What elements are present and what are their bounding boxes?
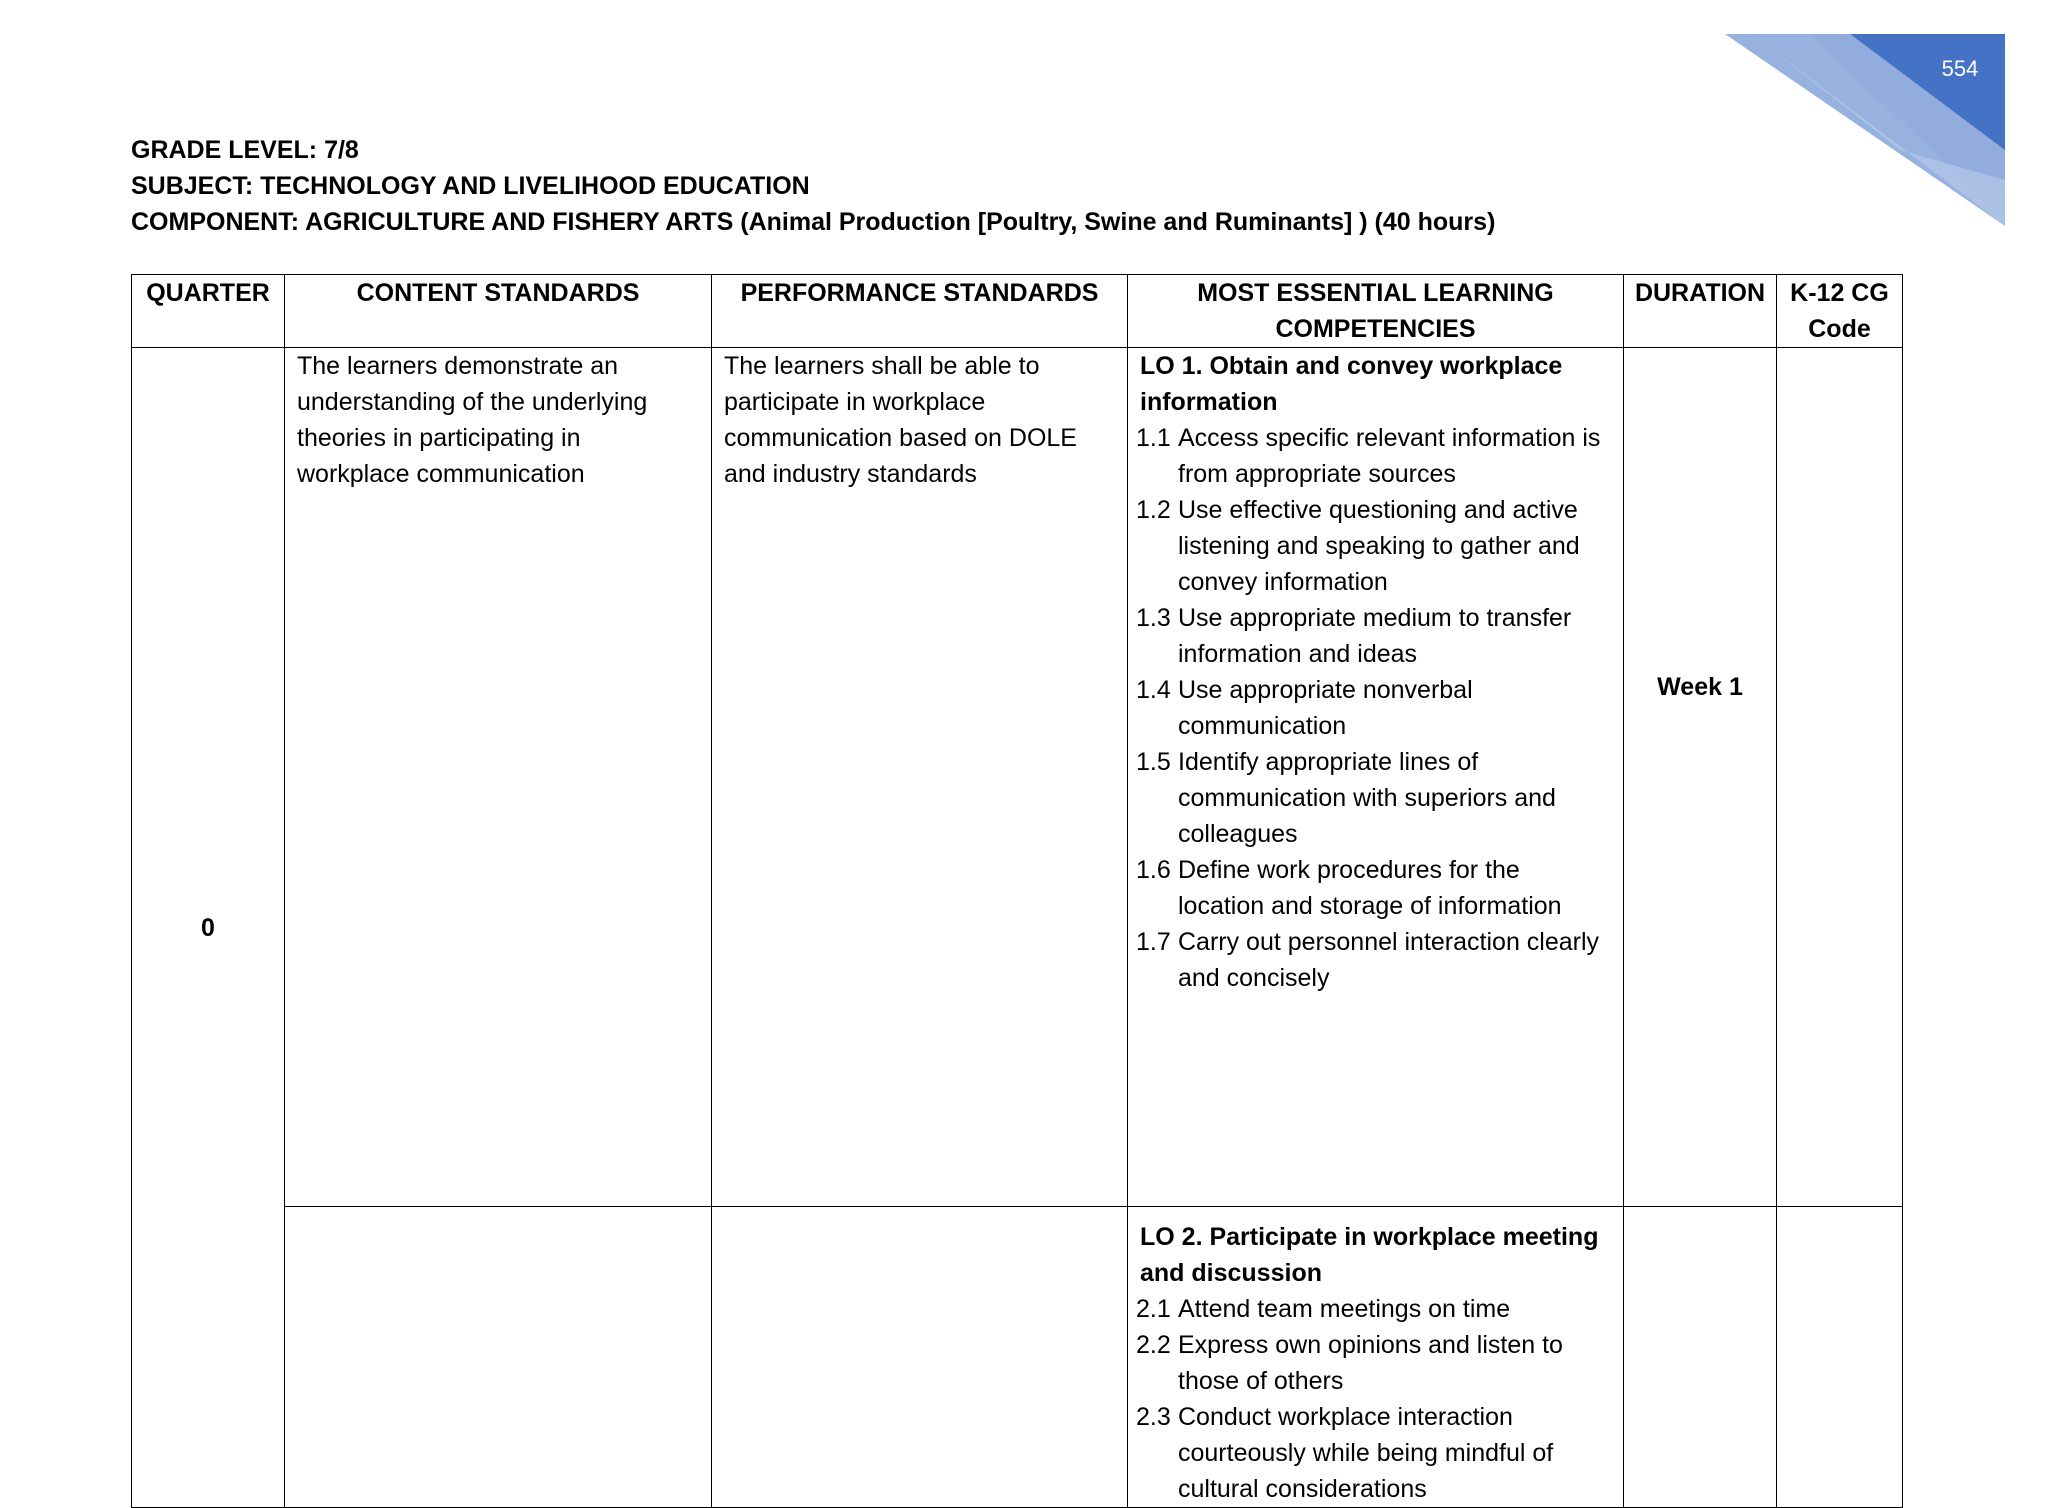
component: COMPONENT: AGRICULTURE AND FISHERY ARTS (Animal Production [Poultry, Swine and Ruminants] ) (40 hours) (131, 208, 1496, 236)
competency-number: 1.7 (1136, 928, 1171, 956)
competency-number: 2.1 (1136, 1295, 1171, 1323)
competency-item (1136, 420, 1611, 492)
competency-number: 1.3 (1136, 604, 1171, 632)
header-duration: DURATION (1624, 275, 1777, 348)
competencies-cell (1128, 1207, 1624, 1508)
competency-number: 1.1 (1136, 424, 1171, 452)
subject: SUBJECT: TECHNOLOGY AND LIVELIHOOD EDUCATION (131, 172, 810, 200)
code-value (1777, 348, 1903, 1207)
competency-text: Use appropriate nonverbal communication (1178, 676, 1473, 740)
lo-title: LO 2. Participate in workplace meeting and discussion (1140, 1223, 1599, 1287)
competency-list (1136, 1291, 1611, 1507)
performance-standard (712, 1207, 1128, 1508)
competency-text: Express own opinions and listen to those of others (1178, 1331, 1563, 1395)
table-header-row (132, 275, 1903, 348)
content-standard (285, 1207, 712, 1508)
table-row (132, 348, 1903, 1207)
grade-level: GRADE LEVEL: 7/8 (131, 136, 359, 164)
competency-number: 1.6 (1136, 856, 1171, 884)
competency-item (1136, 1291, 1611, 1327)
competency-item (1136, 492, 1611, 600)
document-header (131, 132, 1891, 240)
table-row (132, 1207, 1903, 1508)
quarter-value: 0 (132, 348, 285, 1508)
competency-list (1136, 420, 1611, 996)
competency-item (1136, 672, 1611, 744)
competency-text: Identify appropriate lines of communication with superiors and colleagues (1178, 748, 1556, 848)
competency-item (1136, 744, 1611, 852)
lo-title: LO 1. Obtain and convey workplace information (1140, 352, 1563, 416)
competency-number: 1.2 (1136, 496, 1171, 524)
competency-item (1136, 1399, 1611, 1507)
header-competencies: MOST ESSENTIAL LEARNING COMPETENCIES (1128, 275, 1624, 348)
competency-item (1136, 924, 1611, 996)
competencies-cell (1128, 348, 1624, 1207)
competency-text: Carry out personnel interaction clearly and concisely (1178, 928, 1600, 992)
duration-value (1624, 1207, 1777, 1508)
header-performance-standards: PERFORMANCE STANDARDS (712, 275, 1128, 348)
header-quarter: QUARTER (132, 275, 285, 348)
competency-text: Use appropriate medium to transfer information and ideas (1178, 604, 1572, 668)
competency-number: 1.4 (1136, 676, 1171, 704)
content-standard: The learners demonstrate an understanding of the underlying theories in participating in workplace communication (285, 348, 712, 1207)
duration-value: Week 1 (1624, 348, 1777, 1207)
header-content-standards: CONTENT STANDARDS (285, 275, 712, 348)
competency-text: Access specific relevant information is from appropriate sources (1178, 424, 1601, 488)
performance-standard: The learners shall be able to participate in workplace communication based on DOLE and industry standards (712, 348, 1128, 1207)
page-number: 554 (1941, 56, 1979, 81)
competency-text: Conduct workplace interaction courteously while being mindful of cultural considerations (1178, 1403, 1554, 1503)
competency-number: 2.2 (1136, 1331, 1171, 1359)
competency-item (1136, 600, 1611, 672)
competency-number: 1.5 (1136, 748, 1171, 776)
competency-item (1136, 1327, 1611, 1399)
competency-item (1136, 852, 1611, 924)
curriculum-table (131, 274, 1903, 1508)
code-value (1777, 1207, 1903, 1508)
header-code: K-12 CG Code (1777, 275, 1903, 348)
competency-text: Use effective questioning and active listening and speaking to gather and convey information (1178, 496, 1580, 596)
competency-number: 2.3 (1136, 1403, 1171, 1431)
competency-text: Define work procedures for the location and storage of information (1178, 856, 1562, 920)
competency-text: Attend team meetings on time (1178, 1295, 1511, 1323)
